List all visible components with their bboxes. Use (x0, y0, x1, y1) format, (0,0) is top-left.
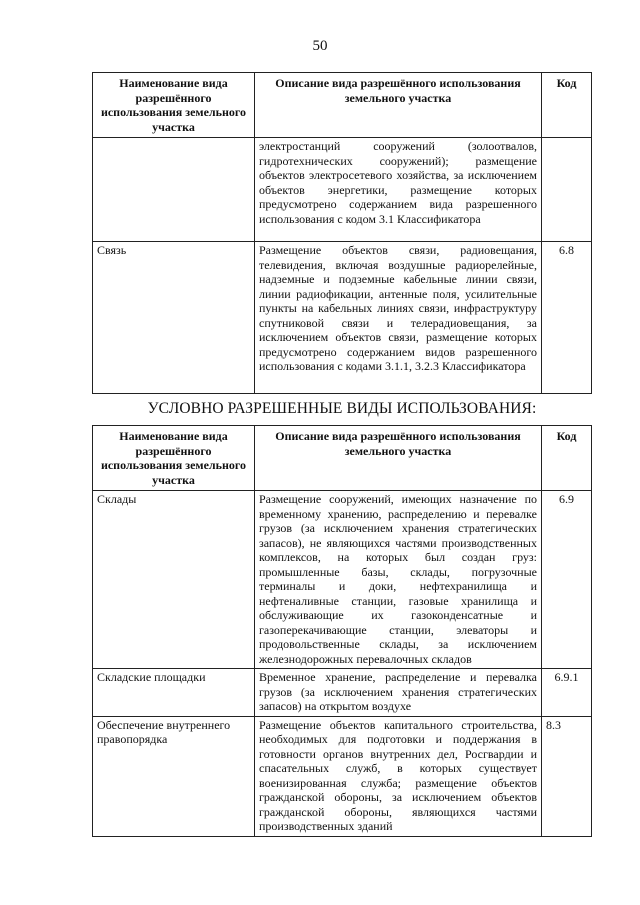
row-name: Обеспечение внутреннего правопорядка (93, 716, 255, 836)
section-heading: УСЛОВНО РАЗРЕШЕННЫЕ ВИДЫ ИСПОЛЬЗОВАНИЯ: (147, 400, 537, 417)
row-code (542, 138, 592, 242)
row-name: Склады (93, 491, 255, 669)
row-description: электростанций сооружений (золоотвалов, гидротехнических сооружений); размещение объектов электросетевого хозяйства, за исключением объектов энергетики, размещение которых предусмотрено содержанием вида разрешенного использования с кодом 3.1 Классификатора (255, 138, 542, 242)
row-name (93, 138, 255, 242)
header-description: Описание вида разрешённого использования земельного участка (255, 426, 542, 491)
header-description: Описание вида разрешённого использования земельного участка (255, 73, 542, 138)
table-header-row (93, 73, 592, 138)
row-description: Размещение объектов капитального строительства, необходимых для подготовки и поддержания в готовности органов внутренних дел, Росгвардии и спасательных служб, в которых существует военизированная служба; размещение объектов гражданской обороны, за исключением объектов гражданской обороны, являющихся частями производственных зданий (255, 716, 542, 836)
table-row (93, 669, 592, 717)
row-name: Складские площадки (93, 669, 255, 717)
table-row (93, 491, 592, 669)
permitted-uses-table-continued (92, 72, 592, 394)
row-name: Связь (93, 242, 255, 394)
row-description: Размещение сооружений, имеющих назначение по временному хранению, распределению и перевалке грузов (за исключением хранения стратегических запасов), не являющихся частями производственных комплексов, на которых был создан груз: промышленные базы, склады, погрузочные терминалы и доки, нефтехранилища и нефтеналивные станции, газовые хранилища и обслуживающие их газоконденсатные и газоперекачивающие станции, элеваторы и продовольственные склады, за исключением железнодорожных перевалочных складов (255, 491, 542, 669)
table-row (93, 716, 592, 836)
header-code: Код (542, 426, 592, 491)
header-name: Наименование вида разрешённого использования земельного участка (93, 73, 255, 138)
page-number: 50 (312, 38, 328, 54)
row-code: 8.3 (542, 716, 592, 836)
row-code: 6.9.1 (542, 669, 592, 717)
row-description: Размещение объектов связи, радиовещания, телевидения, включая воздушные радиорелейные, надземные и подземные кабельные линии связи, линии радиофикации, антенные поля, усилительные пункты на кабельных линиях связи, инфраструктуру спутниковой связи и телерадиовещания, за исключением объектов связи, размещение которых предусмотрено содержанием видов разрешенного использования с кодами 3.1.1, 3.2.3 Классификатора (255, 242, 542, 394)
row-code: 6.9 (542, 491, 592, 669)
row-description: Временное хранение, распределение и перевалка грузов (за исключением хранения стратегических запасов) на открытом воздухе (255, 669, 542, 717)
conditional-uses-table (92, 425, 592, 837)
header-code: Код (542, 73, 592, 138)
table-row (93, 138, 592, 242)
table-header-row (93, 426, 592, 491)
header-name: Наименование вида разрешённого использования земельного участка (93, 426, 255, 491)
row-code: 6.8 (542, 242, 592, 394)
table-row (93, 242, 592, 394)
